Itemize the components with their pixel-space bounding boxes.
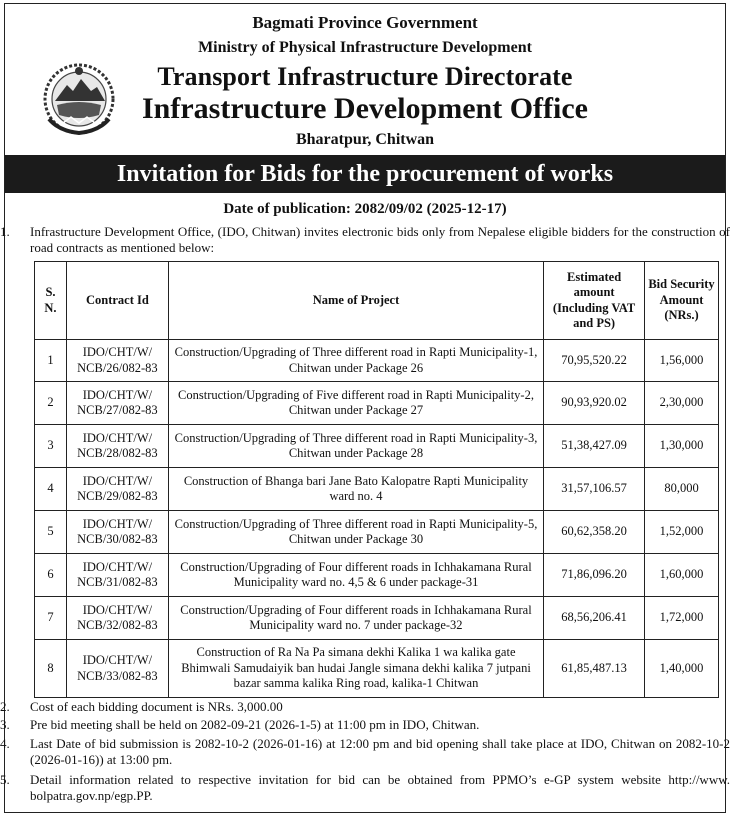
cell-estimated: 68,56,206.41 bbox=[544, 597, 645, 640]
contract-id-line1: IDO/CHT/W/ bbox=[82, 345, 153, 359]
header-estimated: Estimated amount (Including VAT and PS) bbox=[544, 262, 645, 340]
cell-project: Construction/Upgrading of Four different roads in Ichhakamana Rural Municipality ward no. 4,5 & 6 under package-31 bbox=[168, 554, 543, 597]
cell-security: 1,40,000 bbox=[645, 640, 719, 698]
note-4 bbox=[0, 736, 730, 768]
cell-security: 1,60,000 bbox=[645, 554, 719, 597]
bids-table bbox=[34, 261, 719, 698]
contract-id-line1: IDO/CHT/W/ bbox=[82, 430, 153, 445]
note-number: 5. bbox=[0, 772, 10, 787]
header-project: Name of Project bbox=[168, 262, 543, 340]
notice-page bbox=[0, 3, 730, 813]
contract-id-line1: IDO/CHT/W/ bbox=[82, 653, 153, 667]
note-text: Last Date of bid submission is 2082-10-2 (2026-01-16) at 12:00 pm and bid opening shall take place at IDO, Chitwan on 2082-10-2 (2026-01-16)) at 13:00 pm. bbox=[30, 736, 730, 767]
intro-text: Infrastructure Development Office, (IDO, Chitwan) invites electronic bids only from Nepalese eligible bidders for the construction of road contracts as mentioned below: bbox=[30, 224, 730, 255]
cell-project: Construction/Upgrading of Five different road in Rapti Municipality-2, Chitwan under Package 27 bbox=[168, 382, 543, 425]
publication-date: Date of publication: 2082/09/02 (2025-12-17) bbox=[223, 201, 507, 217]
cell-sn: 7 bbox=[35, 597, 67, 640]
cell-contract-id bbox=[66, 640, 168, 698]
cell-contract-id bbox=[66, 468, 168, 511]
intro-paragraph bbox=[0, 224, 730, 256]
cell-security: 1,72,000 bbox=[645, 597, 719, 640]
cell-sn: 1 bbox=[35, 340, 67, 382]
table-row bbox=[35, 382, 719, 425]
contract-id-line2: NCB/28/082-83 bbox=[77, 446, 158, 460]
contract-id-line2: NCB/33/082-83 bbox=[77, 668, 158, 683]
contract-id-line1: IDO/CHT/W/ bbox=[82, 602, 153, 617]
table-header-row bbox=[35, 262, 719, 340]
table-row bbox=[35, 597, 719, 640]
table-row bbox=[35, 468, 719, 511]
table-row bbox=[35, 511, 719, 554]
header-security: Bid Security Amount (NRs.) bbox=[645, 262, 719, 340]
cell-sn: 5 bbox=[35, 511, 67, 554]
cell-contract-id bbox=[66, 340, 168, 382]
cell-contract-id bbox=[66, 597, 168, 640]
cell-sn: 6 bbox=[35, 554, 67, 597]
intro-number: 1. bbox=[0, 224, 10, 239]
header-sn: S. N. bbox=[35, 262, 67, 340]
table-row bbox=[35, 425, 719, 468]
cell-contract-id bbox=[66, 382, 168, 425]
note-text: Pre bid meeting shall be held on 2082-09-21 (2026-1-5) at 11:00 pm in IDO, Chitwan. bbox=[30, 717, 480, 732]
cell-sn: 4 bbox=[35, 468, 67, 511]
table-row bbox=[35, 640, 719, 698]
note-text: Detail information related to respective invitation for bid can be obtained from PPMO’s e-GP system website http://www. bolpatra.gov.np/egp.PP. bbox=[30, 772, 730, 803]
cell-sn: 2 bbox=[35, 382, 67, 425]
cell-security: 2,30,000 bbox=[645, 382, 719, 425]
cell-security: 80,000 bbox=[645, 468, 719, 511]
header-location: Bharatpur, Chitwan bbox=[295, 131, 435, 148]
cell-estimated: 51,38,427.09 bbox=[544, 425, 645, 468]
cell-estimated: 31,57,106.57 bbox=[544, 468, 645, 511]
contract-id-line1: IDO/CHT/W/ bbox=[82, 559, 153, 574]
cell-sn: 8 bbox=[35, 640, 67, 698]
header-office: Infrastructure Development Office bbox=[142, 92, 588, 125]
cell-security: 1,30,000 bbox=[645, 425, 719, 468]
cell-project: Construction/Upgrading of Three different road in Rapti Municipality-5, Chitwan under Package 30 bbox=[168, 511, 543, 554]
cell-sn: 3 bbox=[35, 425, 67, 468]
cell-contract-id bbox=[66, 554, 168, 597]
table-row bbox=[35, 554, 719, 597]
cell-contract-id bbox=[66, 425, 168, 468]
cell-project: Construction of Bhanga bari Jane Bato Kalopatre Rapti Municipality ward no. 4 bbox=[168, 468, 543, 511]
cell-estimated: 90,93,920.02 bbox=[544, 382, 645, 425]
contract-id-line1: IDO/CHT/W/ bbox=[82, 387, 153, 402]
note-5 bbox=[0, 772, 730, 804]
contract-id-line1: IDO/CHT/W/ bbox=[82, 473, 153, 488]
contract-id-line2: NCB/26/082-83 bbox=[77, 360, 158, 375]
header-ministry: Ministry of Physical Infrastructure Development bbox=[198, 39, 532, 56]
contract-id-line2: NCB/30/082-83 bbox=[77, 532, 158, 546]
note-number: 2. bbox=[0, 699, 10, 714]
cell-estimated: 70,95,520.22 bbox=[544, 340, 645, 382]
note-2 bbox=[0, 699, 730, 715]
header-directorate: Transport Infrastructure Directorate bbox=[157, 62, 573, 91]
contract-id-line1: IDO/CHT/W/ bbox=[82, 516, 153, 531]
title-banner: Invitation for Bids for the procurement of works bbox=[5, 155, 725, 193]
contract-id-line2: NCB/32/082-83 bbox=[77, 618, 158, 632]
note-text: Cost of each bidding document is NRs. 3,000.00 bbox=[30, 699, 283, 714]
cell-estimated: 60,62,358.20 bbox=[544, 511, 645, 554]
note-number: 3. bbox=[0, 717, 10, 732]
cell-security: 1,52,000 bbox=[645, 511, 719, 554]
header-contract-id: Contract Id bbox=[66, 262, 168, 340]
contract-id-line2: NCB/27/082-83 bbox=[77, 403, 158, 417]
table-row bbox=[35, 340, 719, 382]
cell-project: Construction/Upgrading of Three different road in Rapti Municipality-1, Chitwan under Package 26 bbox=[168, 340, 543, 382]
cell-estimated: 61,85,487.13 bbox=[544, 640, 645, 698]
note-3 bbox=[0, 717, 730, 733]
cell-security: 1,56,000 bbox=[645, 340, 719, 382]
contract-id-line2: NCB/29/082-83 bbox=[77, 489, 158, 503]
cell-project: Construction of Ra Na Pa simana dekhi Kalika 1 wa kalika gate Bhimwali Samudaiyik ban hudai Jangle simana dekhi kalika 7 jutpani bazar samma kalika Ring road, kalika-1 Chitwan bbox=[168, 640, 543, 698]
header-province: Bagmati Province Government bbox=[252, 13, 478, 32]
contract-id-line2: NCB/31/082-83 bbox=[77, 575, 158, 589]
cell-project: Construction/Upgrading of Three different road in Rapti Municipality-3, Chitwan under Package 28 bbox=[168, 425, 543, 468]
cell-contract-id bbox=[66, 511, 168, 554]
cell-project: Construction/Upgrading of Four different roads in Ichhakamana Rural Municipality ward no. 7 under package-32 bbox=[168, 597, 543, 640]
cell-estimated: 71,86,096.20 bbox=[544, 554, 645, 597]
note-number: 4. bbox=[0, 736, 10, 751]
